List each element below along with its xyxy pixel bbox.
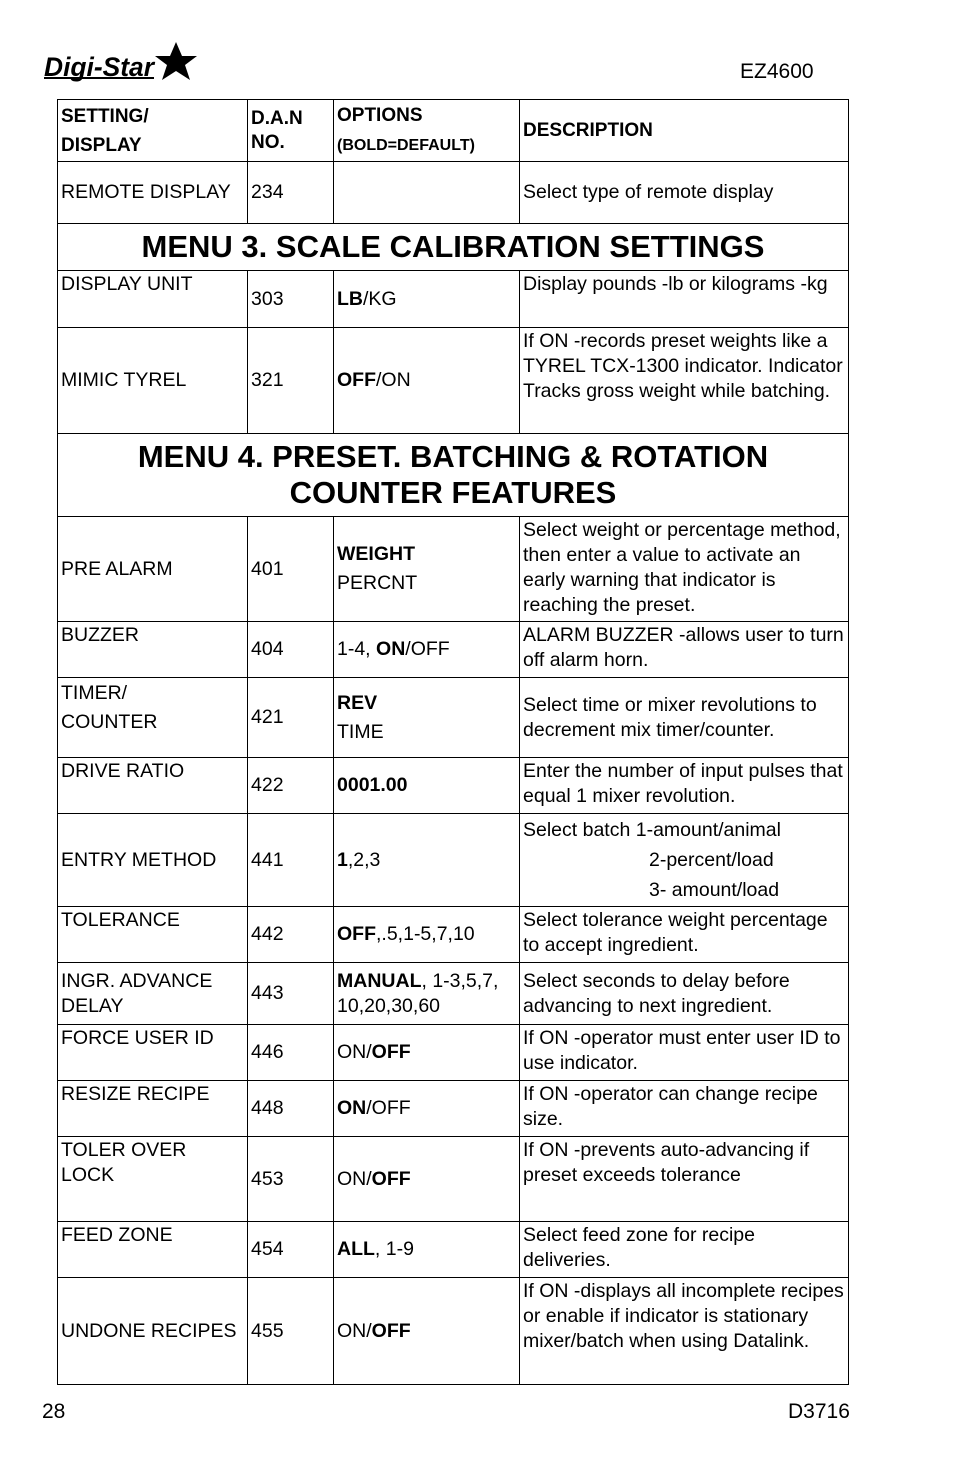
- col-header-description: DESCRIPTION: [520, 100, 849, 162]
- table-row: RESIZE RECIPE 448 ON/OFF If ON -operator can change recipe size.: [58, 1081, 849, 1137]
- col-header-options: OPTIONS (BOLD=DEFAULT): [334, 100, 520, 162]
- table-row: DRIVE RATIO 422 0001.00 Enter the number of input pulses that equal 1 mixer revolution.: [58, 758, 849, 814]
- table-row: ENTRY METHOD 441 1,2,3 Select batch 1-amount/animal 2-percent/load 3- amount/load: [58, 814, 849, 907]
- table-row: INGR. ADVANCE DELAY 443 MANUAL, 1-3,5,7, 10,20,30,60 Select seconds to delay before advancing to next ingredient.: [58, 963, 849, 1025]
- menu-4-heading-row: [58, 434, 849, 517]
- table-row: TOLER OVER LOCK 453 ON/OFF If ON -prevents auto-advancing if preset exceeds tolerance: [58, 1137, 849, 1222]
- col-header-dan: D.A.N NO.: [248, 100, 334, 162]
- table-row: BUZZER 404 1-4, ON/OFF ALARM BUZZER -allows user to turn off alarm horn.: [58, 622, 849, 678]
- menu-4-title: MENU 4. PRESET. BATCHING & ROTATION COUNTER FEATURES: [58, 434, 849, 517]
- table-row: REMOTE DISPLAY 234 Select type of remote display: [58, 162, 849, 224]
- table-row: TOLERANCE 442 OFF,.5,1-5,7,10 Select tolerance weight percentage to accept ingredient.: [58, 907, 849, 963]
- menu-3-heading-row: [58, 224, 849, 271]
- table-row: UNDONE RECIPES 455 ON/OFF If ON -displays all incomplete recipes or enable if indicator is stationary mixer/batch when using Datalink.: [58, 1278, 849, 1385]
- table-row: FORCE USER ID 446 ON/OFF If ON -operator must enter user ID to use indicator.: [58, 1025, 849, 1081]
- svg-text:Digi-Star: Digi-Star: [44, 52, 156, 82]
- settings-table: [57, 99, 849, 1385]
- page-number: 28: [42, 1400, 66, 1423]
- document-code: D3716: [788, 1400, 850, 1423]
- star-icon: [155, 42, 197, 80]
- table-row: TIMER/ COUNTER 421 REV TIME Select time or mixer revolutions to decrement mix timer/counter.: [58, 678, 849, 758]
- table-row: FEED ZONE 454 ALL, 1-9 Select feed zone for recipe deliveries.: [58, 1222, 849, 1278]
- menu-3-title: MENU 3. SCALE CALIBRATION SETTINGS: [58, 224, 849, 271]
- col-header-setting: SETTING/ DISPLAY: [58, 100, 248, 162]
- table-header-row: [58, 100, 849, 162]
- table-row: DISPLAY UNIT 303 LB/KG Display pounds -lb or kilograms -kg: [58, 271, 849, 328]
- table-row: MIMIC TYREL 321 OFF/ON If ON -records preset weights like a TYREL TCX-1300 indicator. Indicator Tracks gross weight while batching.: [58, 328, 849, 434]
- model-number: EZ4600: [740, 60, 814, 83]
- table-row: PRE ALARM 401 WEIGHT PERCNT Select weight or percentage method, then enter a value to activate an early warning that indicator is reaching the preset.: [58, 517, 849, 622]
- digi-star-logo: [42, 40, 202, 82]
